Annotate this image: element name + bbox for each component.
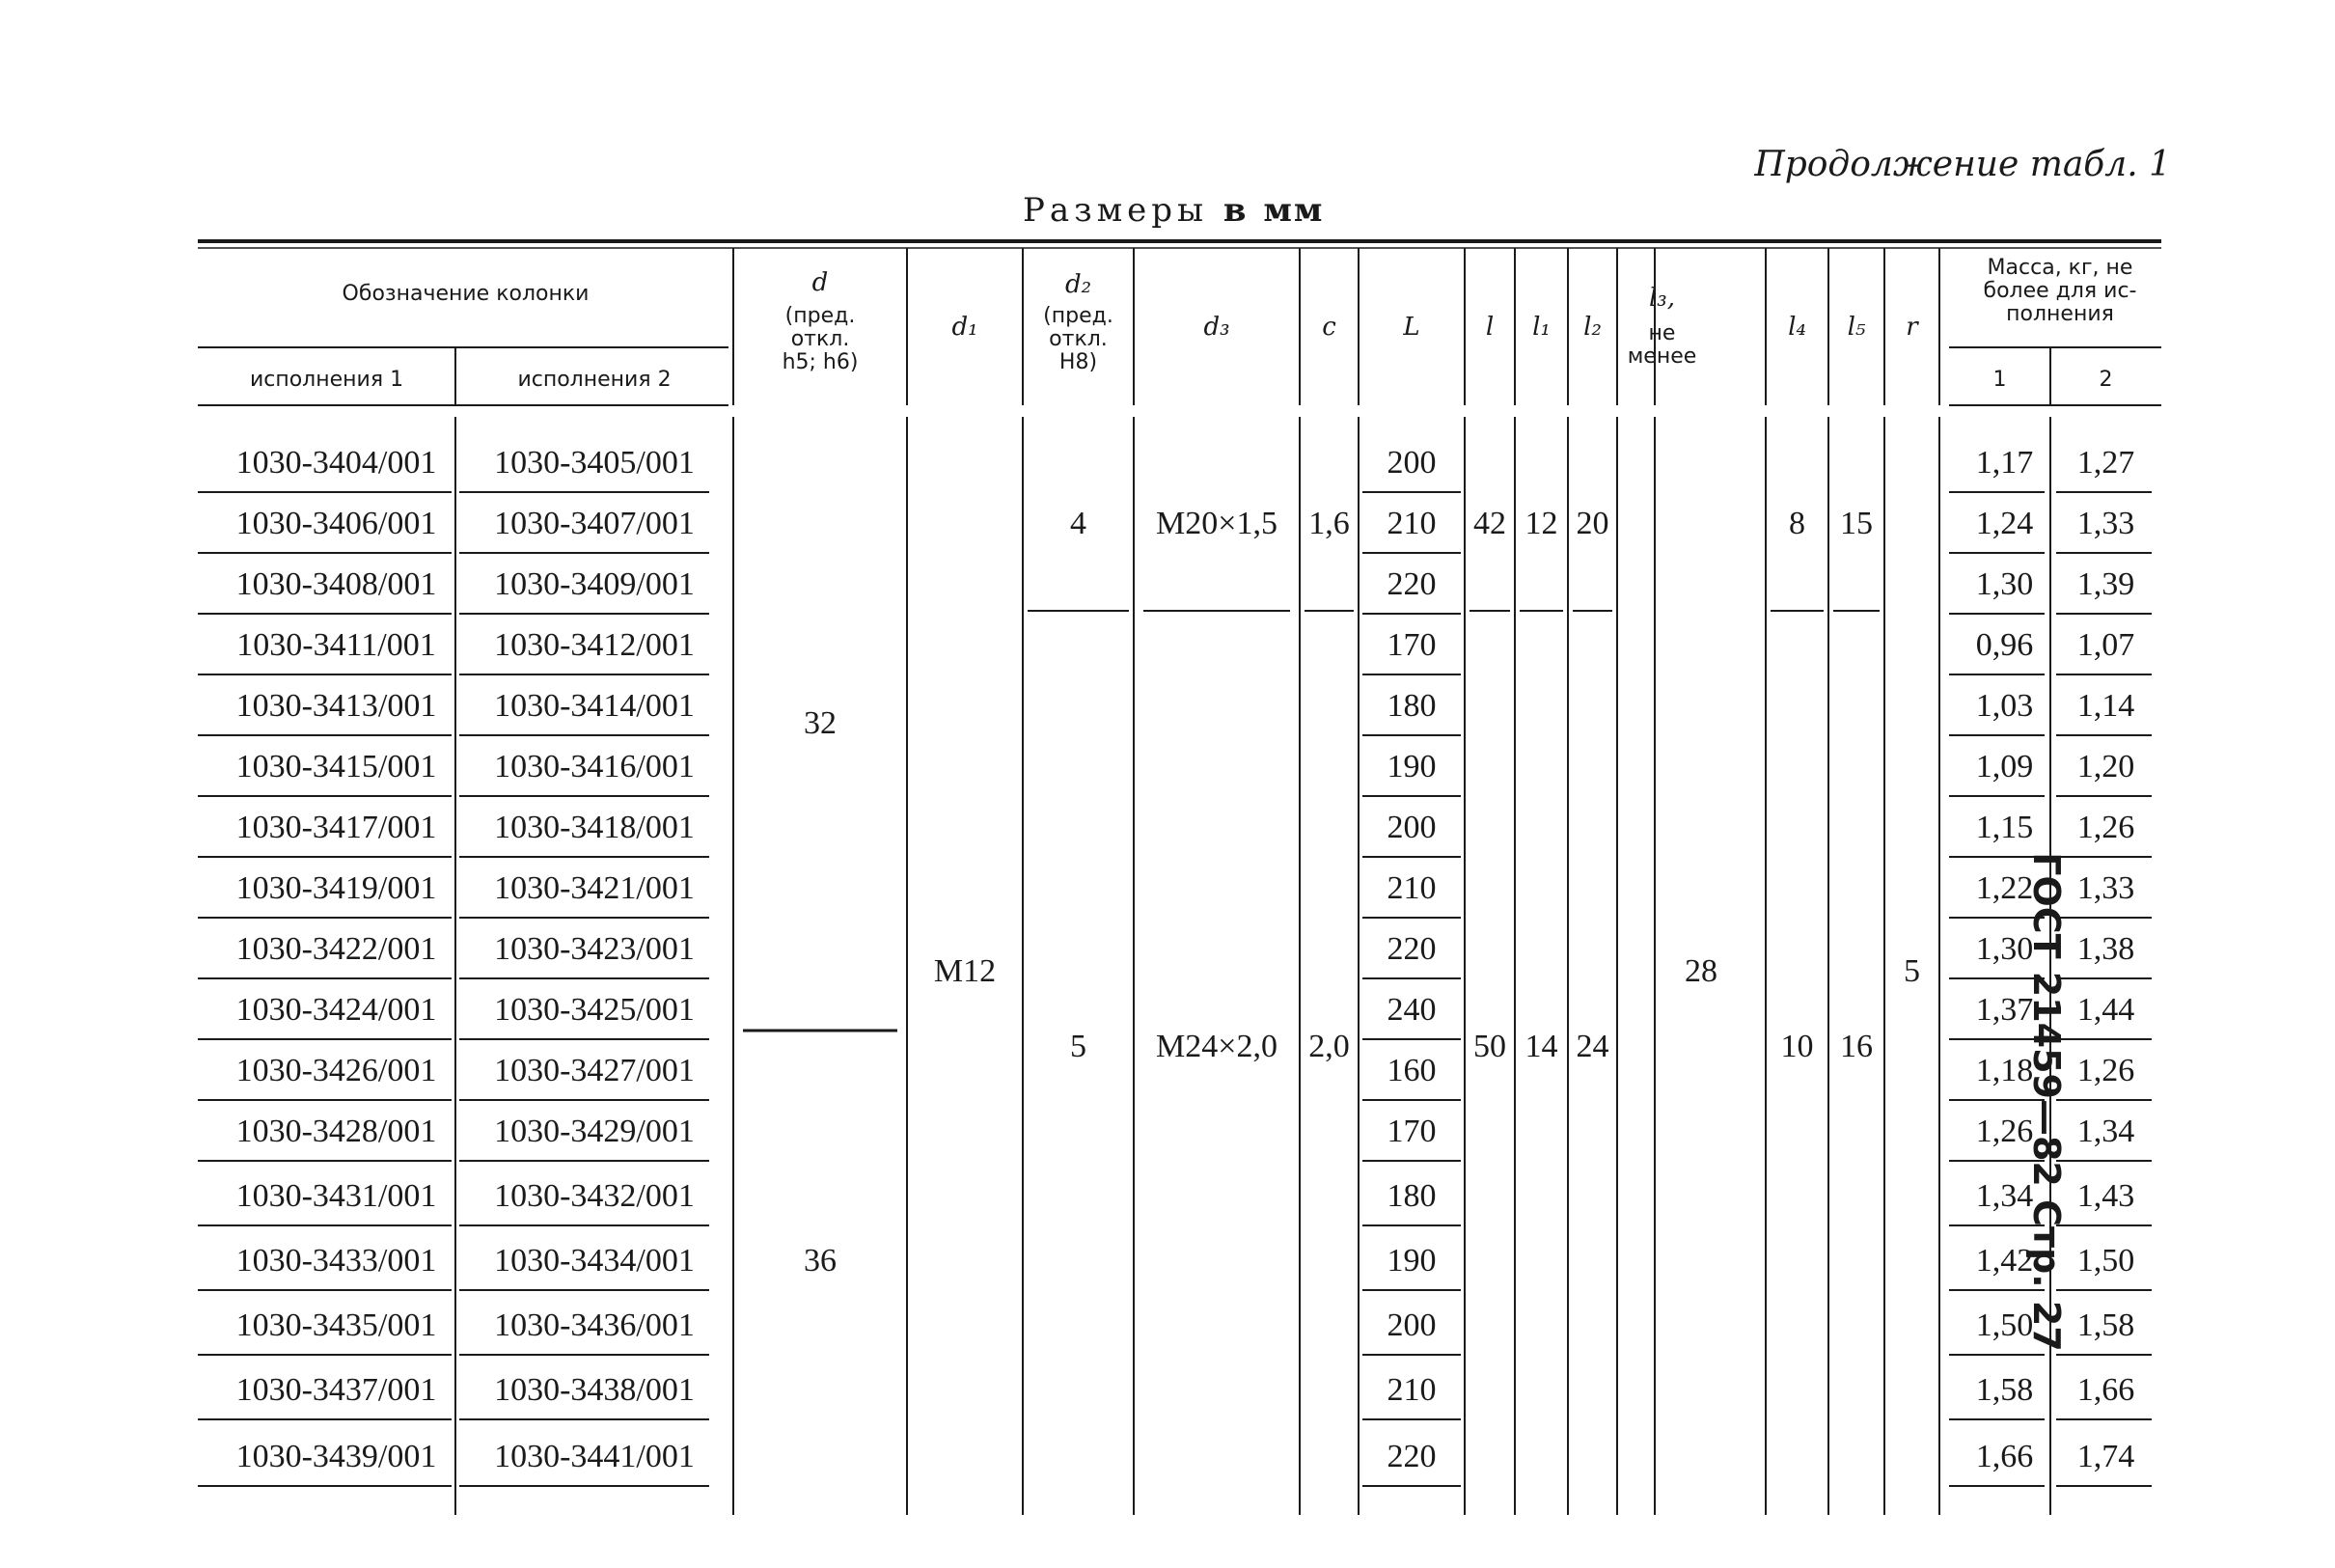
row-L: 160 [1387,1053,1437,1088]
row-mass2: 1,39 [2076,566,2135,602]
row-variant2: 1030-3407/001 [494,506,695,541]
row-mass2: 1,33 [2076,506,2135,541]
units-in: в [1222,191,1249,230]
row-L: 200 [1387,810,1437,845]
group1-d2: 4 [1070,506,1086,541]
row-L: 180 [1387,688,1437,724]
row-L: 190 [1387,749,1437,784]
row-L: 200 [1387,1307,1437,1343]
row-variant2: 1030-3405/001 [494,445,695,481]
row-L: 210 [1387,506,1437,541]
group1-c: 1,6 [1308,506,1350,541]
row-mass1: 1,30 [1975,931,2034,967]
row-mass2: 1,27 [2076,445,2135,481]
group1-l1: 12 [1525,506,1558,541]
row-mass1: 1,34 [1975,1178,2034,1214]
header-l: l [1485,313,1495,342]
row-mass1: 0,96 [1975,627,2034,663]
row-variant1: 1030-3439/001 [235,1439,437,1474]
row-mass2: 1,14 [2076,688,2135,724]
row-variant2: 1030-3432/001 [494,1178,695,1214]
header-l4: l₄ [1788,313,1806,342]
row-mass1: 1,15 [1975,810,2034,845]
row-variant1: 1030-3433/001 [235,1243,437,1279]
row-L: 220 [1387,566,1437,602]
row-variant2: 1030-3425/001 [494,992,695,1028]
header-d: d [811,268,829,297]
merged-d1: M12 [933,953,997,989]
row-variant2: 1030-3438/001 [494,1372,695,1408]
units-label: Размеры [1023,191,1209,230]
row-variant2: 1030-3414/001 [494,688,695,724]
group2-l2: 24 [1576,1029,1609,1064]
row-mass1: 1,37 [1975,992,2034,1028]
row-variant2: 1030-3423/001 [494,931,695,967]
header-d2-tol: (пред. откл. H8) [1043,304,1113,374]
row-variant1: 1030-3404/001 [235,445,437,481]
merged-d-b: 36 [804,1243,837,1279]
group2-l: 50 [1473,1029,1506,1064]
document-side-label: ГОСТ 21459—82 Стр. 27 [2025,852,2069,1352]
row-mass1: 1,09 [1975,749,2034,784]
header-mass: Масса, кг, не более для ис- полнения [1983,256,2137,326]
units-unit: мм [1263,191,1325,230]
header-mass2: 2 [2099,368,2113,392]
group2-l4: 10 [1780,1029,1814,1064]
header-l2: l₂ [1583,313,1602,342]
row-mass2: 1,07 [2076,627,2135,663]
row-variant1: 1030-3435/001 [235,1307,437,1343]
row-mass1: 1,42 [1975,1243,2034,1279]
header-d-tol: (пред. откл. h5; h6) [782,304,859,374]
group1-d3: M20×1,5 [1156,506,1277,541]
group2-c: 2,0 [1308,1029,1350,1064]
row-L: 220 [1387,1439,1437,1474]
group1-l4: 8 [1789,506,1805,541]
header-c: c [1322,313,1336,342]
row-mass2: 1,50 [2076,1243,2135,1279]
header-l3: l₃, [1648,284,1676,313]
row-variant1: 1030-3406/001 [235,506,437,541]
row-L: 220 [1387,931,1437,967]
merged-r: 5 [1904,953,1920,989]
row-mass2: 1,26 [2076,1053,2135,1088]
row-variant2: 1030-3427/001 [494,1053,695,1088]
row-variant2: 1030-3412/001 [494,627,695,663]
row-mass1: 1,17 [1975,445,2034,481]
group2-l5: 16 [1840,1029,1873,1064]
header-variant1: исполнения 1 [249,368,404,392]
row-variant1: 1030-3408/001 [235,566,437,602]
row-variant1: 1030-3419/001 [235,870,437,906]
row-mass1: 1,22 [1975,870,2034,906]
row-variant2: 1030-3429/001 [494,1114,695,1149]
row-variant2: 1030-3416/001 [494,749,695,784]
header-d2: d₂ [1064,270,1092,299]
row-L: 210 [1387,870,1437,906]
row-variant1: 1030-3431/001 [235,1178,437,1214]
row-variant2: 1030-3418/001 [494,810,695,845]
row-mass1: 1,18 [1975,1053,2034,1088]
row-mass2: 1,66 [2076,1372,2135,1408]
group2-l1: 14 [1525,1029,1558,1064]
row-variant1: 1030-3415/001 [235,749,437,784]
header-mass1: 1 [1992,368,2007,392]
row-variant2: 1030-3434/001 [494,1243,695,1279]
group2-d2: 5 [1070,1029,1086,1064]
row-mass2: 1,44 [2076,992,2135,1028]
row-mass1: 1,24 [1975,506,2034,541]
merged-d-a: 32 [804,705,837,741]
row-mass1: 1,03 [1975,688,2034,724]
group1-l: 42 [1473,506,1506,541]
header-designation: Обозначение колонки [342,282,590,306]
row-mass1: 1,50 [1975,1307,2034,1343]
row-L: 170 [1387,627,1437,663]
row-mass2: 1,33 [2076,870,2135,906]
header-l1: l₁ [1532,313,1551,342]
header-r: r [1906,313,1918,342]
row-variant2: 1030-3436/001 [494,1307,695,1343]
row-variant1: 1030-3426/001 [235,1053,437,1088]
row-variant1: 1030-3437/001 [235,1372,437,1408]
row-mass1: 1,30 [1975,566,2034,602]
row-L: 190 [1387,1243,1437,1279]
header-d3: d₃ [1203,313,1230,342]
row-variant2: 1030-3441/001 [494,1439,695,1474]
row-variant1: 1030-3424/001 [235,992,437,1028]
row-L: 210 [1387,1372,1437,1408]
group1-l2: 20 [1576,506,1609,541]
row-mass2: 1,20 [2076,749,2135,784]
row-mass2: 1,74 [2076,1439,2135,1474]
row-mass2: 1,43 [2076,1178,2135,1214]
row-L: 170 [1387,1114,1437,1149]
group2-d3: M24×2,0 [1156,1029,1277,1064]
row-mass2: 1,34 [2076,1114,2135,1149]
row-variant1: 1030-3413/001 [235,688,437,724]
row-variant1: 1030-3411/001 [236,627,436,663]
merged-l3: 28 [1685,953,1717,989]
row-mass1: 1,26 [1975,1114,2034,1149]
row-mass2: 1,38 [2076,931,2135,967]
row-variant1: 1030-3417/001 [235,810,437,845]
row-variant1: 1030-3428/001 [235,1114,437,1149]
header-d1: d₁ [951,313,978,342]
row-L: 180 [1387,1178,1437,1214]
row-mass2: 1,58 [2076,1307,2135,1343]
header-l3-note: не менее [1627,321,1697,369]
table-continuation-note: Продолжение табл. 1 [1754,145,2171,184]
row-L: 200 [1387,445,1437,481]
group1-l5: 15 [1840,506,1873,541]
header-l5: l₅ [1847,313,1866,342]
row-mass1: 1,58 [1975,1372,2034,1408]
header-variant2: исполнения 2 [517,368,672,392]
header-L: L [1403,313,1420,342]
row-variant2: 1030-3409/001 [494,566,695,602]
row-mass2: 1,26 [2076,810,2135,845]
row-variant2: 1030-3421/001 [494,870,695,906]
row-variant1: 1030-3422/001 [235,931,437,967]
row-mass1: 1,66 [1975,1439,2034,1474]
row-L: 240 [1387,992,1437,1028]
